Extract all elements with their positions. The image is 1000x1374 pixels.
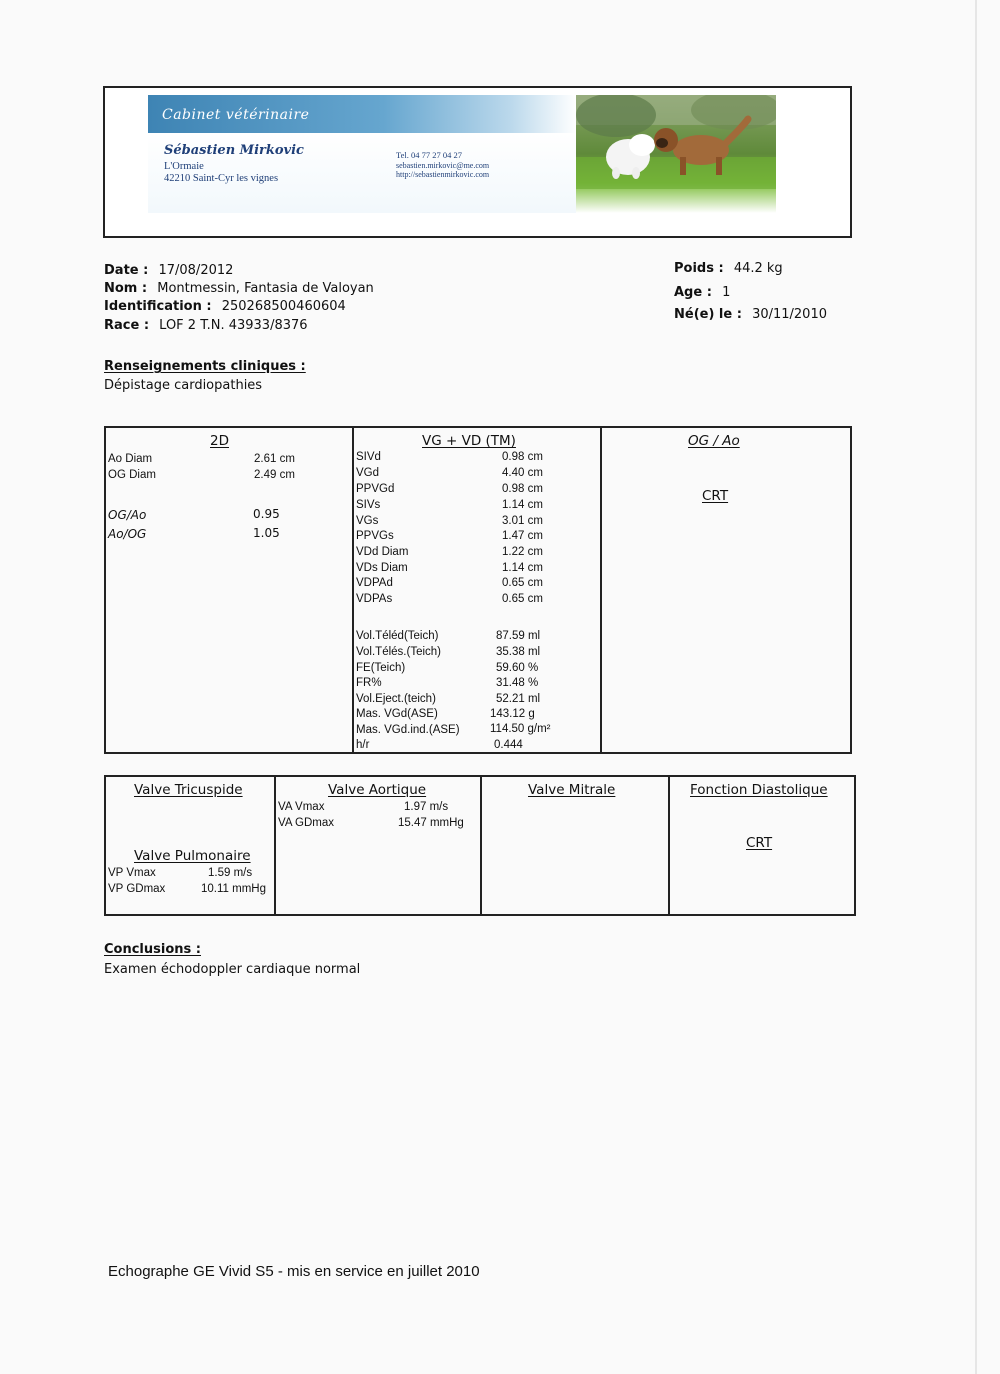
date-value: 17/08/2012 — [158, 263, 234, 278]
column-header-og-ao: OG / Ao — [688, 433, 740, 449]
nom-line — [104, 281, 374, 296]
row-label: VDd Diam — [356, 546, 409, 558]
diastolique-crt: CRT — [746, 835, 773, 851]
row-label: OG/Ao — [108, 508, 147, 522]
conclusions-text: Examen échodoppler cardiaque normal — [104, 962, 361, 977]
row-label: Mas. VGd.ind.(ASE) — [356, 724, 460, 736]
address-line-2: 42210 Saint-Cyr les vignes — [164, 173, 279, 184]
row-value: 1.22 cm — [502, 546, 543, 558]
ne-label: Né(e) le : — [674, 307, 742, 322]
nom-label: Nom : — [104, 281, 148, 296]
race-line — [104, 318, 308, 333]
column-diastolique — [670, 777, 854, 914]
row-value: 2.61 cm — [254, 453, 295, 465]
column-tricuspide-pulmonaire — [106, 777, 274, 914]
row-value: 59.60 % — [496, 662, 539, 674]
column-og-ao — [602, 428, 850, 752]
row-value: 0.444 — [494, 739, 523, 751]
row-value: 1.14 cm — [502, 499, 543, 511]
row-value: 1.47 cm — [502, 530, 543, 542]
row-label: OG Diam — [108, 469, 156, 481]
row-label: VGd — [356, 467, 380, 479]
column-vg-vd — [354, 428, 600, 752]
age-label: Age : — [674, 285, 712, 300]
footer-text: Echographe GE Vivid S5 - mis en service en juillet 2010 — [108, 1263, 480, 1280]
scan-edge — [975, 0, 977, 1374]
row-value: 1.97 m/s — [404, 801, 449, 813]
letterhead-banner — [148, 95, 776, 213]
row-value: 0.95 — [253, 507, 280, 521]
valves-table — [104, 775, 856, 916]
column-header-2d: 2D — [210, 433, 229, 449]
row-label: Mas. VGd(ASE) — [356, 708, 438, 720]
tricuspide-header: Valve Tricuspide — [134, 782, 243, 798]
row-label: FE(Teich) — [356, 662, 406, 674]
row-label: VA GDmax — [278, 817, 335, 829]
diastolique-header: Fonction Diastolique — [690, 782, 828, 798]
clinical-heading: Renseignements cliniques : — [104, 359, 306, 374]
poids-value: 44.2 kg — [733, 261, 783, 276]
clinical-text: Dépistage cardiopathies — [104, 378, 263, 393]
row-label: h/r — [356, 739, 370, 751]
dogs-photo — [576, 95, 776, 213]
row-label: PPVGs — [356, 530, 394, 542]
row-value: 4.40 cm — [502, 467, 543, 479]
row-value: 87.59 ml — [496, 630, 541, 642]
row-value: 1.14 cm — [502, 562, 543, 574]
column-header-vg-vd: VG + VD (TM) — [422, 433, 516, 449]
row-value: 15.47 mmHg — [398, 817, 464, 829]
row-label: SIVs — [356, 499, 381, 511]
age-line — [674, 285, 730, 300]
row-label: FR% — [356, 677, 382, 689]
ne-value: 30/11/2010 — [752, 307, 827, 322]
race-label: Race : — [104, 318, 150, 333]
column-aortique — [276, 777, 480, 914]
aortique-header: Valve Aortique — [328, 782, 427, 798]
vet-name: Sébastien Mirkovic — [164, 143, 304, 158]
poids-label: Poids : — [674, 261, 724, 276]
age-value: 1 — [722, 285, 731, 300]
row-value: 0.98 cm — [502, 451, 543, 463]
race-value: LOF 2 T.N. 43933/8376 — [159, 318, 308, 333]
ident-value: 250268500460604 — [221, 299, 346, 314]
row-value: 114.50 g/m² — [490, 723, 551, 735]
row-value: 2.49 cm — [254, 469, 295, 481]
row-value: 10.11 mmHg — [201, 883, 266, 895]
row-value: 3.01 cm — [502, 515, 543, 527]
ident-label: Identification : — [104, 299, 212, 314]
row-label: Vol.Télés.(Teich) — [356, 646, 442, 658]
row-value: 35.38 ml — [496, 646, 541, 658]
row-label: Ao/OG — [108, 527, 147, 541]
row-label: VDs Diam — [356, 562, 408, 574]
og-ao-crt: CRT — [702, 488, 729, 504]
row-label: VDPAs — [356, 593, 393, 605]
poids-line — [674, 261, 783, 276]
row-label: Ao Diam — [108, 453, 153, 465]
address-line-1: L'Ormaie — [164, 161, 204, 172]
row-label: VP GDmax — [108, 883, 166, 895]
conclusions-heading: Conclusions : — [104, 942, 201, 957]
row-label: VA Vmax — [278, 801, 325, 813]
nom-value: Montmessin, Fantasia de Valoyan — [157, 281, 374, 296]
row-value: 143.12 g — [490, 708, 535, 720]
cabinet-title: Cabinet vétérinaire — [162, 107, 310, 123]
pulmonaire-header: Valve Pulmonaire — [134, 848, 251, 864]
row-value: 0.65 cm — [502, 593, 543, 605]
date-label: Date : — [104, 263, 149, 278]
row-label: SIVd — [356, 451, 381, 463]
row-label: VGs — [356, 515, 379, 527]
row-value: 31.48 % — [496, 677, 539, 689]
column-2d — [106, 428, 352, 752]
row-value: 52.21 ml — [496, 693, 541, 705]
ne-line — [674, 307, 827, 322]
banner-title-bar — [148, 95, 576, 133]
date-line — [104, 263, 233, 278]
dogs-photo-illustration — [576, 95, 776, 213]
phone: Tel. 04 77 27 04 27 — [396, 150, 462, 160]
column-mitrale — [482, 777, 668, 914]
row-label: PPVGd — [356, 483, 395, 495]
row-value: 1.59 m/s — [208, 867, 253, 879]
row-label: VP Vmax — [108, 867, 156, 879]
website: http://sebastienmirkovic.com — [396, 170, 490, 179]
ident-line — [104, 299, 346, 314]
row-value: 1.05 — [253, 526, 280, 540]
row-value: 0.65 cm — [502, 577, 543, 589]
email: sebastien.mirkovic@me.com — [396, 161, 490, 170]
row-label: Vol.Téléd(Teich) — [356, 630, 439, 642]
measurements-table — [104, 426, 852, 754]
mitrale-header: Valve Mitrale — [528, 782, 616, 798]
row-label: Vol.Eject.(teich) — [356, 693, 436, 705]
row-label: VDPAd — [356, 577, 393, 589]
row-value: 0.98 cm — [502, 483, 543, 495]
